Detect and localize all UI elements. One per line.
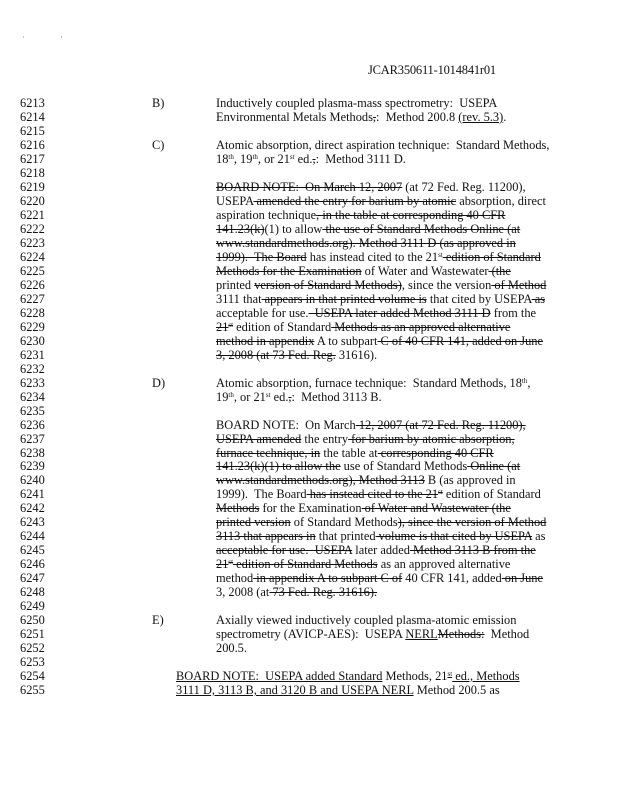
- line-number: 6243: [20, 515, 45, 530]
- line-text: [216, 306, 536, 320]
- line-number: 6222: [20, 221, 45, 236]
- line-text: [216, 320, 510, 334]
- deleted-text: ,: [312, 151, 316, 166]
- deleted-text: st: [438, 488, 443, 497]
- deleted-text: edition of Standard: [442, 249, 541, 264]
- text-segment: for the Examination: [259, 501, 362, 516]
- line-text: [216, 543, 536, 557]
- text-segment: : Method 3113 B.: [291, 389, 382, 404]
- document-line: [0, 166, 618, 180]
- document-line: [0, 348, 618, 362]
- deleted-text: (the: [488, 263, 511, 278]
- line-text: [216, 501, 511, 515]
- deleted-text: of Method: [491, 277, 547, 292]
- text-segment: method: [216, 571, 254, 586]
- scan-mark: ·: [22, 33, 25, 42]
- text-segment: 200.5.: [216, 641, 247, 656]
- line-text: [216, 418, 526, 432]
- text-segment: aspiration technique: [216, 207, 317, 222]
- document-line: [0, 390, 618, 404]
- deleted-text: ,: [372, 109, 377, 124]
- text-segment: use of Standard Methods: [340, 459, 468, 474]
- text-segment: th: [521, 376, 528, 385]
- text-segment: Axially viewed inductively coupled plasma-atomic emission: [216, 613, 517, 628]
- text-segment: ed.: [270, 389, 289, 404]
- text-segment: Methods, 21: [382, 669, 448, 684]
- line-text: [176, 683, 500, 697]
- deleted-text: 12, 2007 (at 72 Fed. Reg. 11200),: [355, 417, 526, 432]
- line-text: [216, 529, 545, 543]
- inserted-text: (rev. 5.3): [458, 109, 504, 124]
- deleted-text: amended the entry for barium by atomic: [253, 193, 457, 208]
- inserted-text: ed., Methods: [452, 669, 520, 684]
- line-text: [216, 138, 549, 152]
- deleted-text: 3113 that appears in: [216, 529, 316, 544]
- line-number: 6252: [20, 641, 45, 656]
- deleted-text: method in appendix: [216, 333, 315, 348]
- text-segment: 3, 2008 (at: [216, 585, 270, 600]
- line-text: [216, 627, 529, 641]
- line-number: 6234: [20, 389, 45, 404]
- document-line: [0, 669, 618, 683]
- deleted-text: Methods:: [437, 627, 485, 642]
- document-line: [0, 222, 618, 236]
- document-line: [0, 180, 618, 194]
- text-segment: , or 21: [257, 151, 290, 166]
- line-number: 6254: [20, 669, 45, 684]
- line-text: [176, 669, 520, 683]
- text-segment: , 19: [233, 151, 253, 166]
- line-text: [216, 348, 377, 362]
- line-text: [216, 487, 541, 501]
- line-number: 6225: [20, 263, 45, 278]
- text-segment: A to subpart: [314, 333, 378, 348]
- line-number: 6230: [20, 333, 45, 348]
- line-text: [216, 278, 546, 292]
- line-text: [216, 459, 520, 473]
- line-number: 6242: [20, 501, 45, 516]
- text-segment: that printed: [315, 529, 376, 544]
- line-text: [216, 557, 510, 571]
- line-number: 6233: [20, 375, 45, 390]
- document-line: [0, 627, 618, 641]
- line-text: [216, 96, 497, 110]
- document-line: [0, 376, 618, 390]
- line-number: 6235: [20, 403, 45, 418]
- text-segment: Inductively coupled plasma-mass spectrometry: USEPA: [216, 96, 498, 110]
- line-number: 6223: [20, 235, 45, 250]
- document-line: [0, 515, 618, 529]
- document-line: [0, 236, 618, 250]
- deleted-text: Methods as an approved alternative: [331, 319, 511, 334]
- deleted-text: of Water and Wastewater (the: [361, 501, 511, 516]
- document-line: [0, 432, 618, 446]
- document-line: [0, 641, 618, 655]
- line-number: 6217: [20, 151, 45, 166]
- document-line: [0, 362, 618, 376]
- deleted-text: 73 Fed. Reg. 31616).: [269, 585, 378, 600]
- document-line: [0, 487, 618, 501]
- text-segment: acceptable for use.: [216, 305, 309, 320]
- deleted-text: www.standardmethods.org), Method 3113: [216, 473, 425, 488]
- text-segment: : Method 200.8: [376, 109, 459, 124]
- line-number: 6240: [20, 473, 45, 488]
- line-number: 6247: [20, 571, 45, 586]
- deleted-text: Methods: [216, 501, 260, 516]
- line-number: 6219: [20, 179, 45, 194]
- line-text: [216, 613, 516, 627]
- line-text: [216, 222, 520, 236]
- text-segment: 18: [216, 151, 229, 166]
- document-line: [0, 501, 618, 515]
- line-number: 6226: [20, 277, 45, 292]
- deleted-text: as: [531, 291, 546, 306]
- text-segment: Atomic absorption, direct aspiration technique: Standard Methods,: [216, 137, 550, 152]
- line-number: 6221: [20, 207, 45, 222]
- list-item-label: D): [152, 375, 166, 390]
- line-number: 6246: [20, 557, 45, 572]
- line-text: [216, 571, 543, 585]
- inserted-text: BOARD NOTE: USEPA added Standard: [176, 669, 383, 684]
- line-number: 6249: [20, 599, 45, 614]
- text-segment: spectrometry (AVICP-AES): USEPA: [216, 627, 406, 642]
- text-segment: BOARD NOTE: On March: [216, 417, 356, 432]
- line-number: 6220: [20, 193, 45, 208]
- deleted-text: printed version: [216, 515, 291, 530]
- line-number: 6248: [20, 585, 45, 600]
- text-segment: Method 200.5 as: [413, 683, 500, 698]
- text-segment: B (as approved in: [424, 473, 516, 488]
- text-segment: the table at: [320, 445, 378, 460]
- text-segment: 40 CFR 141, added: [402, 571, 502, 586]
- document-line: [0, 529, 618, 543]
- line-number: 6227: [20, 291, 45, 306]
- document-line: [0, 571, 618, 585]
- document-line: [0, 334, 618, 348]
- deleted-text: Method 3113 B from the: [409, 543, 536, 558]
- deleted-text: edition of Standard Methods: [233, 557, 378, 572]
- text-segment: (at 72 Fed. Reg. 11200),: [402, 179, 526, 194]
- document-line: [0, 320, 618, 334]
- line-number: 6250: [20, 613, 45, 628]
- deleted-text: acceptable for use. USEPA: [216, 543, 353, 558]
- line-text: [216, 292, 545, 306]
- text-segment: ,: [527, 375, 531, 390]
- document-line: [0, 446, 618, 460]
- line-text: [216, 446, 494, 460]
- text-segment: 1999). The Board: [216, 487, 307, 502]
- deleted-text: st: [228, 320, 234, 329]
- document-line: [0, 459, 618, 473]
- line-text: [216, 236, 516, 250]
- line-text: [216, 473, 516, 487]
- line-number: 6218: [20, 165, 45, 180]
- text-segment: 19: [216, 389, 229, 404]
- document-line: [0, 250, 618, 264]
- line-number: 6232: [20, 361, 45, 376]
- line-text: [216, 180, 526, 194]
- line-number: 6244: [20, 529, 45, 544]
- text-segment: USEPA: [216, 193, 254, 208]
- line-number: 6213: [20, 96, 45, 110]
- text-segment: has instead cited to the 21: [306, 249, 439, 264]
- text-segment: edition of Standard: [233, 319, 332, 334]
- line-text: [216, 110, 506, 124]
- document-line: [0, 404, 618, 418]
- deleted-text: version of Standard Methods): [254, 277, 402, 292]
- line-number: 6228: [20, 305, 45, 320]
- line-number: 6215: [20, 123, 45, 138]
- line-text: [216, 432, 515, 446]
- line-text: [216, 585, 377, 599]
- deleted-text: ), since the version of Method: [397, 515, 547, 530]
- document-line: [0, 599, 618, 613]
- document-line: [0, 292, 618, 306]
- line-text: [216, 515, 546, 529]
- line-number: 6253: [20, 655, 45, 670]
- deleted-text: furnace technique, in: [216, 445, 321, 460]
- text-segment: ed.: [294, 151, 313, 166]
- line-number: 6216: [20, 137, 45, 152]
- document-line: [0, 208, 618, 222]
- text-segment: th: [252, 152, 258, 161]
- deleted-text: www.standardmethods.org). Method 3111 D (as approved in: [216, 235, 516, 250]
- list-item-label: B): [152, 96, 165, 110]
- line-text: [216, 152, 406, 166]
- document-line: [0, 96, 618, 110]
- line-text: [216, 264, 511, 278]
- document-line: [0, 110, 618, 124]
- line-number: 6251: [20, 627, 45, 642]
- line-number: 6236: [20, 417, 45, 432]
- deleted-text: USEPA amended: [216, 431, 302, 446]
- text-segment: : Method 3111 D.: [315, 151, 406, 166]
- line-text: [216, 641, 247, 655]
- list-item-label: C): [152, 137, 165, 152]
- deleted-text: appears in that printed volume is: [261, 291, 427, 306]
- inserted-text: 3111 D, 3113 B, and 3120 B and USEPA NERL: [176, 683, 414, 698]
- text-segment: Environmental Metals Methods: [216, 109, 373, 124]
- deleted-text: 141.23(k): [216, 221, 265, 236]
- text-segment: edition of Standard: [442, 487, 541, 502]
- line-text: [216, 250, 541, 264]
- line-number: 6237: [20, 431, 45, 446]
- deleted-text: 3, 2008 (at 73 Fed. Reg.: [216, 347, 336, 362]
- document-line: [0, 683, 618, 697]
- text-segment: of Water and Wastewater: [361, 263, 489, 278]
- document-line: [0, 418, 618, 432]
- text-segment: th: [228, 390, 234, 399]
- text-segment: th: [228, 152, 234, 161]
- text-segment: of Standard Methods: [290, 515, 398, 530]
- deleted-text: BOARD NOTE: On March 12, 2007: [216, 179, 403, 194]
- deleted-text: ,: [288, 389, 292, 404]
- document-line: [0, 655, 618, 669]
- inserted-text: st: [447, 670, 453, 679]
- text-segment: the entry: [301, 431, 349, 446]
- text-segment: .: [503, 109, 507, 124]
- line-text: [216, 208, 505, 222]
- text-segment: , since the version: [401, 277, 492, 292]
- deleted-text: 141.23(k)(1) to allow the: [216, 459, 341, 474]
- deleted-text: volume is that cited by USEPA: [375, 529, 533, 544]
- line-number: 6238: [20, 445, 45, 460]
- text-segment: Atomic absorption, furnace technique: Standard Methods, 18: [216, 375, 522, 390]
- text-segment: absorption, direct: [456, 193, 546, 208]
- text-segment: that cited by USEPA: [426, 291, 532, 306]
- deleted-text: has instead cited to the 21: [306, 487, 439, 502]
- document-line: [0, 543, 618, 557]
- text-segment: printed: [216, 277, 255, 292]
- line-text: [216, 194, 546, 208]
- text-segment: 3111 that: [216, 291, 262, 306]
- line-text: [216, 390, 382, 404]
- deleted-text: C of 40 CFR 141, added on June: [377, 333, 543, 348]
- document-line: [0, 278, 618, 292]
- line-number: 6255: [20, 683, 45, 698]
- text-segment: 31616).: [335, 347, 378, 362]
- document-line: [0, 473, 618, 487]
- text-segment: as an approved alternative: [377, 557, 511, 572]
- deleted-text: in appendix A to subpart C of: [253, 571, 403, 586]
- deleted-text: , in the table at corresponding 40 CFR: [316, 207, 506, 222]
- text-segment: later added: [352, 543, 410, 558]
- document-line: [0, 306, 618, 320]
- document-id-header: JCAR350611-1014841r01: [368, 63, 496, 77]
- document-line: [0, 194, 618, 208]
- deleted-text: 21: [216, 319, 229, 334]
- text-segment: Method: [484, 627, 530, 642]
- document-line: [0, 264, 618, 278]
- line-text: [216, 334, 543, 348]
- deleted-text: Online (at: [467, 459, 521, 474]
- line-number: 6231: [20, 347, 45, 362]
- document-line: [0, 124, 618, 138]
- line-number: 6245: [20, 543, 45, 558]
- text-segment: (1) to allow: [264, 221, 323, 236]
- line-number: 6224: [20, 249, 45, 264]
- deleted-text: 1999). The Board: [216, 249, 307, 264]
- line-number: 6241: [20, 487, 45, 502]
- document-line: [0, 613, 618, 627]
- list-item-label: E): [152, 613, 164, 628]
- line-number: 6239: [20, 459, 45, 474]
- document-line: [0, 557, 618, 571]
- deleted-text: Methods for the Examination: [216, 263, 362, 278]
- document-line: [0, 138, 618, 152]
- text-segment: st: [265, 390, 271, 399]
- document-line: [0, 585, 618, 599]
- deleted-text: on June: [501, 571, 543, 586]
- deleted-text: the use of Standard Methods Online (at: [322, 221, 521, 236]
- deleted-text: USEPA later added Method 3111 D: [308, 305, 491, 320]
- text-segment: from the: [490, 305, 537, 320]
- line-text: [216, 376, 530, 390]
- text-segment: as: [532, 529, 546, 544]
- scan-mark: ·: [60, 33, 63, 42]
- document-line: [0, 152, 618, 166]
- text-segment: st: [438, 250, 443, 259]
- deleted-text: st: [228, 558, 234, 567]
- line-number: 6229: [20, 319, 45, 334]
- deleted-text: 21: [216, 557, 229, 572]
- deleted-text: corresponding 40 CFR: [377, 445, 494, 460]
- inserted-text: NERL: [405, 627, 438, 642]
- text-segment: , or 21: [233, 389, 266, 404]
- text-segment: st: [289, 152, 295, 161]
- deleted-text: for barium by atomic absorption,: [348, 431, 515, 446]
- line-number: 6214: [20, 109, 45, 124]
